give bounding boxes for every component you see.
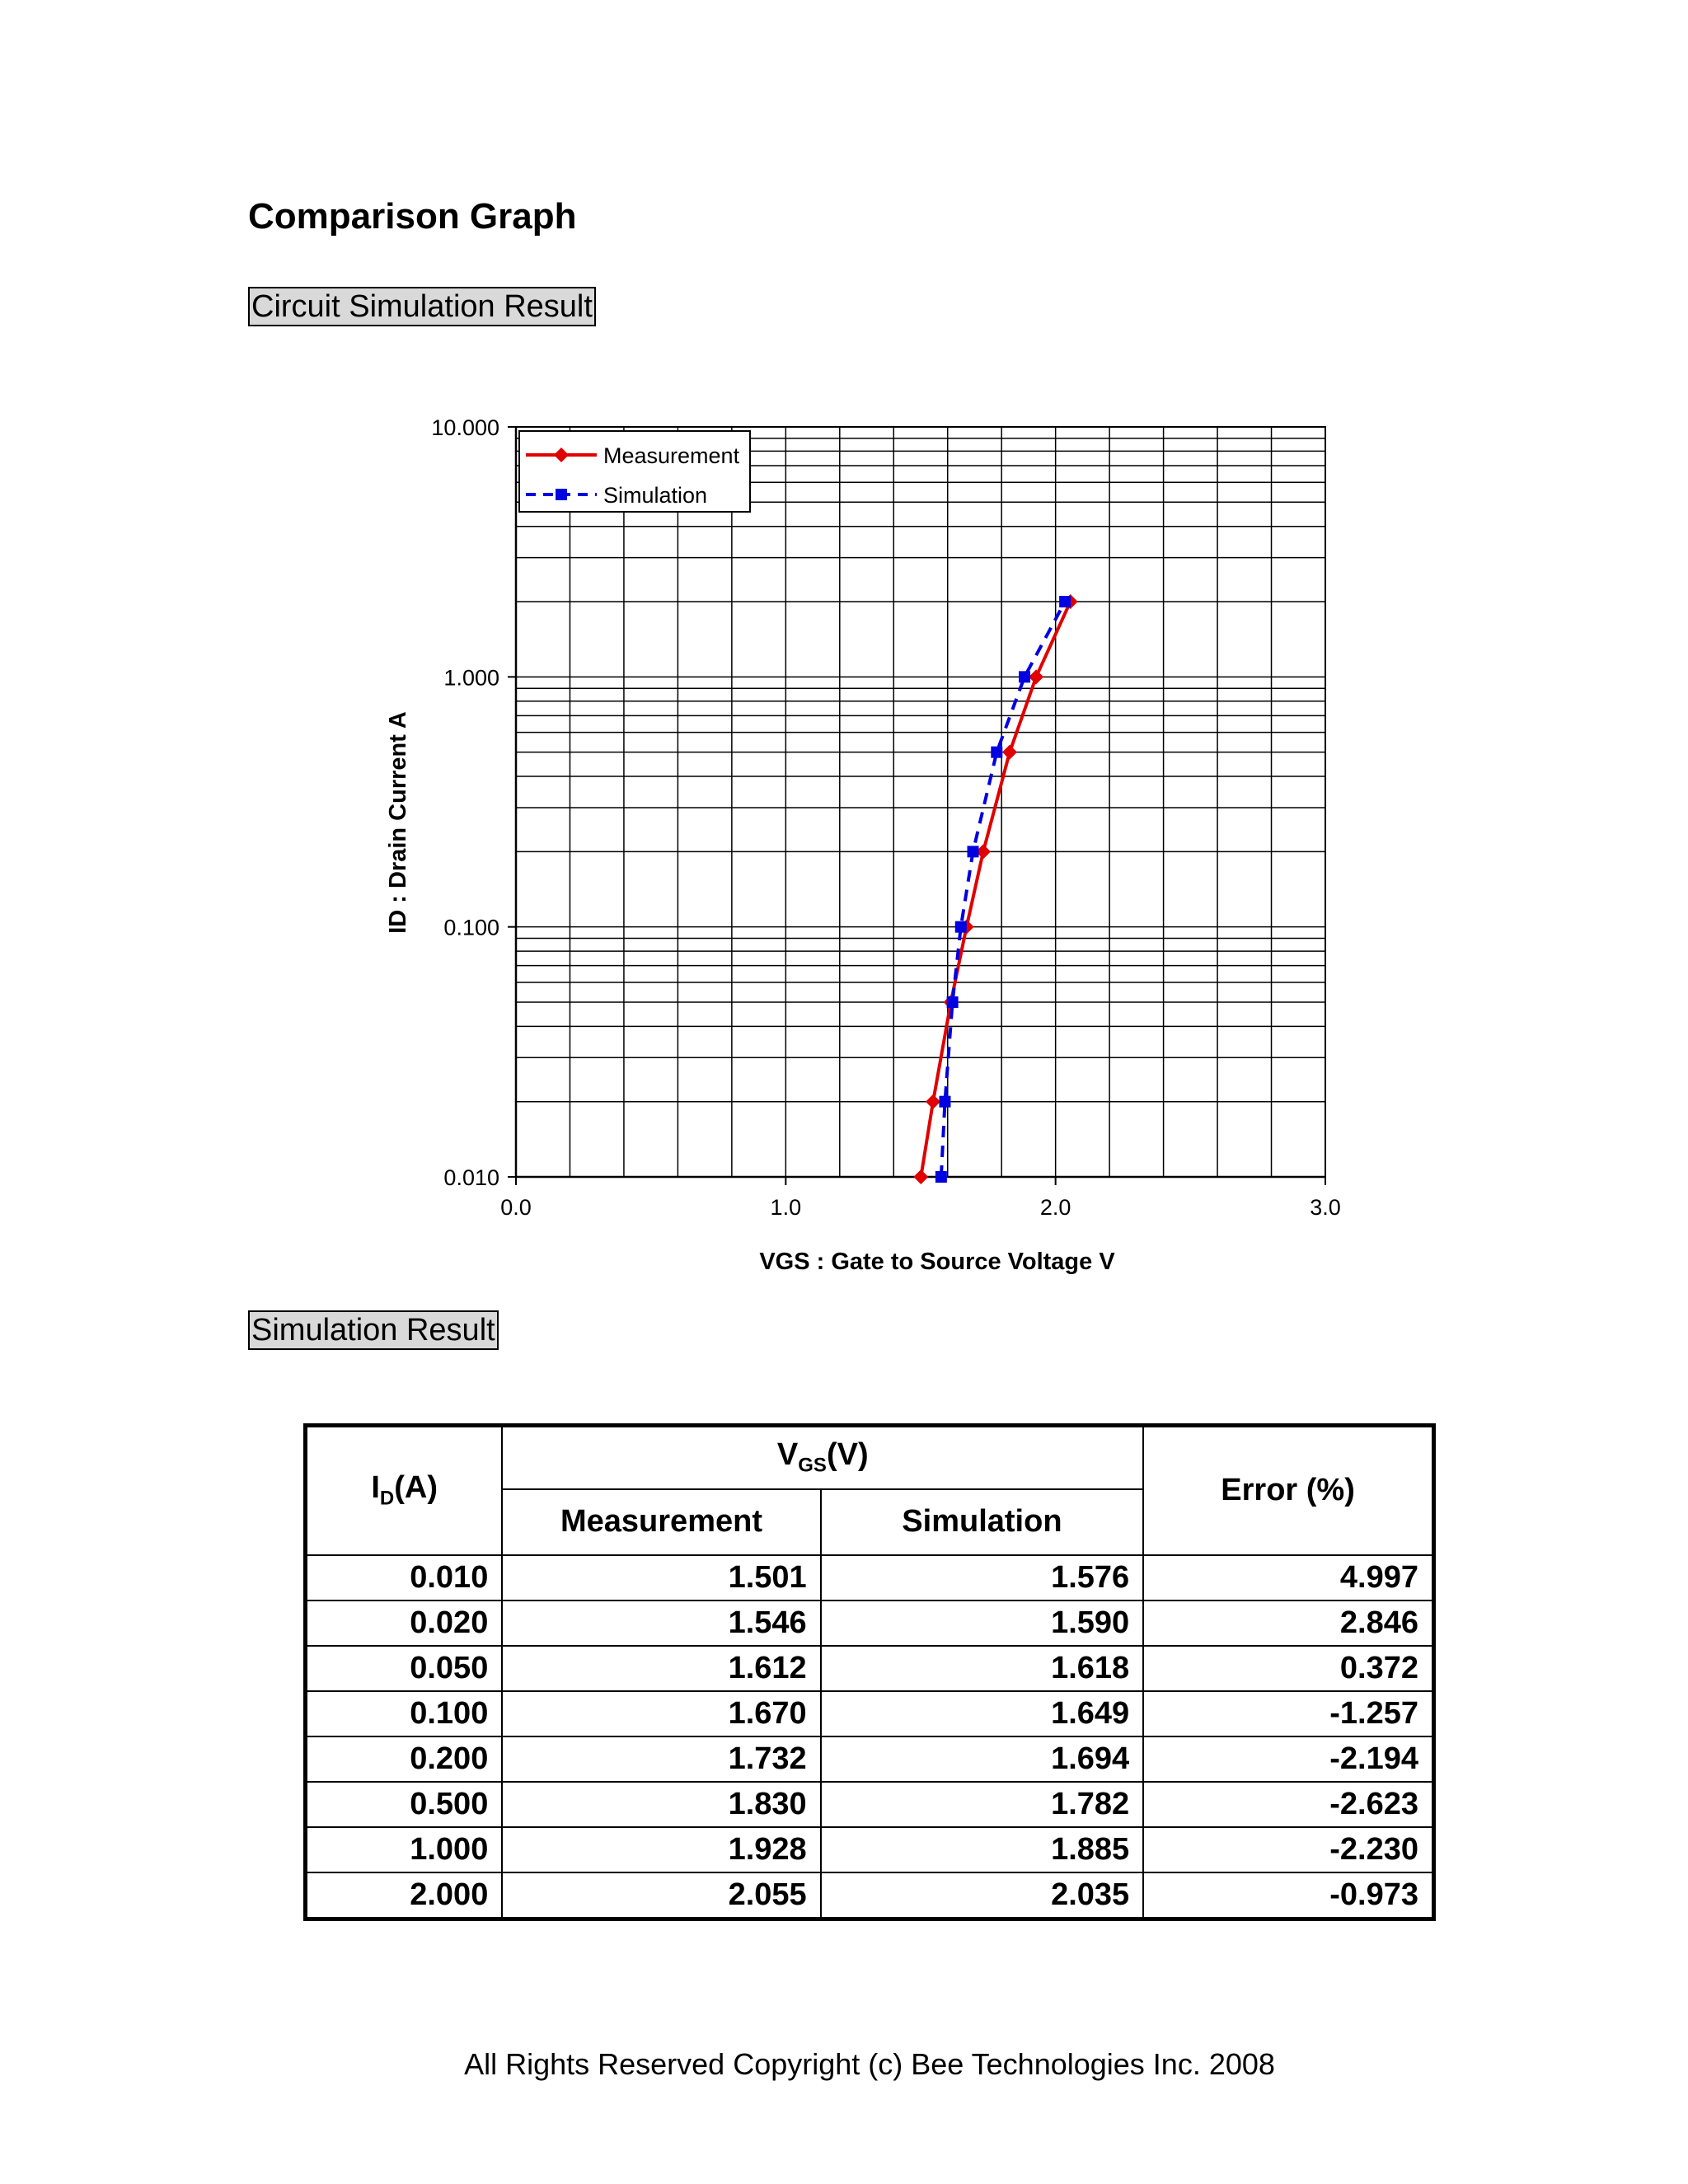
data-point-simulation <box>947 996 959 1008</box>
cell-id: 2.000 <box>306 1872 503 1919</box>
cell-simulation: 1.885 <box>821 1827 1144 1872</box>
y-tick-label: 0.100 <box>443 915 499 940</box>
cell-simulation: 1.782 <box>821 1782 1144 1827</box>
cell-simulation: 1.694 <box>821 1736 1144 1782</box>
results-table <box>303 1423 1436 1921</box>
section-label-circuit-simulation: Circuit Simulation Result <box>248 287 596 326</box>
data-point-measurement <box>1002 745 1017 760</box>
cell-measurement: 1.928 <box>502 1827 820 1872</box>
cell-simulation: 1.618 <box>821 1646 1144 1691</box>
data-point-simulation <box>935 1171 947 1183</box>
cell-measurement: 2.055 <box>502 1872 820 1919</box>
plot-frame <box>516 427 1325 1177</box>
y-tick-label: 1.000 <box>443 665 499 691</box>
data-point-measurement <box>1029 669 1043 684</box>
cell-simulation: 1.649 <box>821 1691 1144 1736</box>
legend-label-measurement: Measurement <box>603 443 740 468</box>
cell-id: 0.100 <box>306 1691 503 1736</box>
chart-legend <box>519 431 750 512</box>
cell-error: 2.846 <box>1143 1601 1433 1646</box>
cell-error: -2.230 <box>1143 1827 1433 1872</box>
table-row <box>306 1555 1434 1601</box>
cell-id: 0.500 <box>306 1782 503 1827</box>
series-simulation <box>935 596 1071 1183</box>
header-error: Error (%) <box>1143 1426 1433 1555</box>
cell-error: -1.257 <box>1143 1691 1433 1736</box>
legend-label-simulation: Simulation <box>603 483 708 508</box>
cell-id: 0.010 <box>306 1555 503 1601</box>
cell-measurement: 1.546 <box>502 1601 820 1646</box>
header-vgs: $V_{GS}(V)$ <box>502 1426 1143 1489</box>
x-axis-title: VGS : Gate to Source Voltage V <box>759 1249 1115 1275</box>
data-point-simulation <box>968 846 979 857</box>
table-row <box>306 1872 1434 1919</box>
x-tick-label: 1.0 <box>770 1195 802 1220</box>
x-tick-label: 3.0 <box>1310 1195 1341 1220</box>
cell-measurement: 1.612 <box>502 1646 820 1691</box>
table-row <box>306 1736 1434 1782</box>
cell-error: -2.194 <box>1143 1736 1433 1782</box>
cell-simulation: 1.590 <box>821 1601 1144 1646</box>
table-row <box>306 1601 1434 1646</box>
results-table-body <box>306 1555 1434 1919</box>
series-measurement <box>913 594 1077 1184</box>
data-point-simulation <box>939 1096 950 1108</box>
page-title: Comparison Graph <box>248 196 577 237</box>
y-tick-label: 0.010 <box>443 1165 499 1190</box>
cell-id: 0.050 <box>306 1646 503 1691</box>
header-simulation: Simulation <box>821 1489 1144 1555</box>
table-row <box>306 1782 1434 1827</box>
x-tick-label: 0.0 <box>500 1195 532 1220</box>
cell-id: 0.200 <box>306 1736 503 1782</box>
chart-grid <box>516 427 1325 1177</box>
cell-id: 1.000 <box>306 1827 503 1872</box>
data-point-simulation <box>955 921 967 933</box>
y-axis-title: ID : Drain Current A <box>385 711 411 934</box>
x-tick-label: 2.0 <box>1039 1195 1071 1220</box>
cell-measurement: 1.670 <box>502 1691 820 1736</box>
cell-measurement: 1.501 <box>502 1555 820 1601</box>
cell-simulation: 2.035 <box>821 1872 1144 1919</box>
cell-simulation: 1.576 <box>821 1555 1144 1601</box>
data-point-measurement <box>926 1094 940 1109</box>
cell-error: 0.372 <box>1143 1646 1433 1691</box>
y-tick-label: 10.000 <box>431 415 499 440</box>
section-label-simulation-result: Simulation Result <box>248 1310 499 1350</box>
cell-measurement: 1.732 <box>502 1736 820 1782</box>
cell-error: -0.973 <box>1143 1872 1433 1919</box>
data-point-simulation <box>991 747 1002 758</box>
copyright-footer: All Rights Reserved Copyright (c) Bee Technologies Inc. 2008 <box>464 2047 1275 2081</box>
table-row <box>306 1827 1434 1872</box>
table-row <box>306 1646 1434 1691</box>
table-row <box>306 1691 1434 1736</box>
data-point-measurement <box>913 1169 928 1184</box>
header-id: $I_D(A)$ <box>306 1426 503 1555</box>
cell-error: 4.997 <box>1143 1555 1433 1601</box>
cell-measurement: 1.830 <box>502 1782 820 1827</box>
cell-error: -2.623 <box>1143 1782 1433 1827</box>
data-point-simulation <box>1059 596 1071 607</box>
cell-id: 0.020 <box>306 1601 503 1646</box>
data-point-simulation <box>556 489 567 500</box>
header-measurement: Measurement <box>502 1489 820 1555</box>
data-point-simulation <box>1019 671 1030 682</box>
